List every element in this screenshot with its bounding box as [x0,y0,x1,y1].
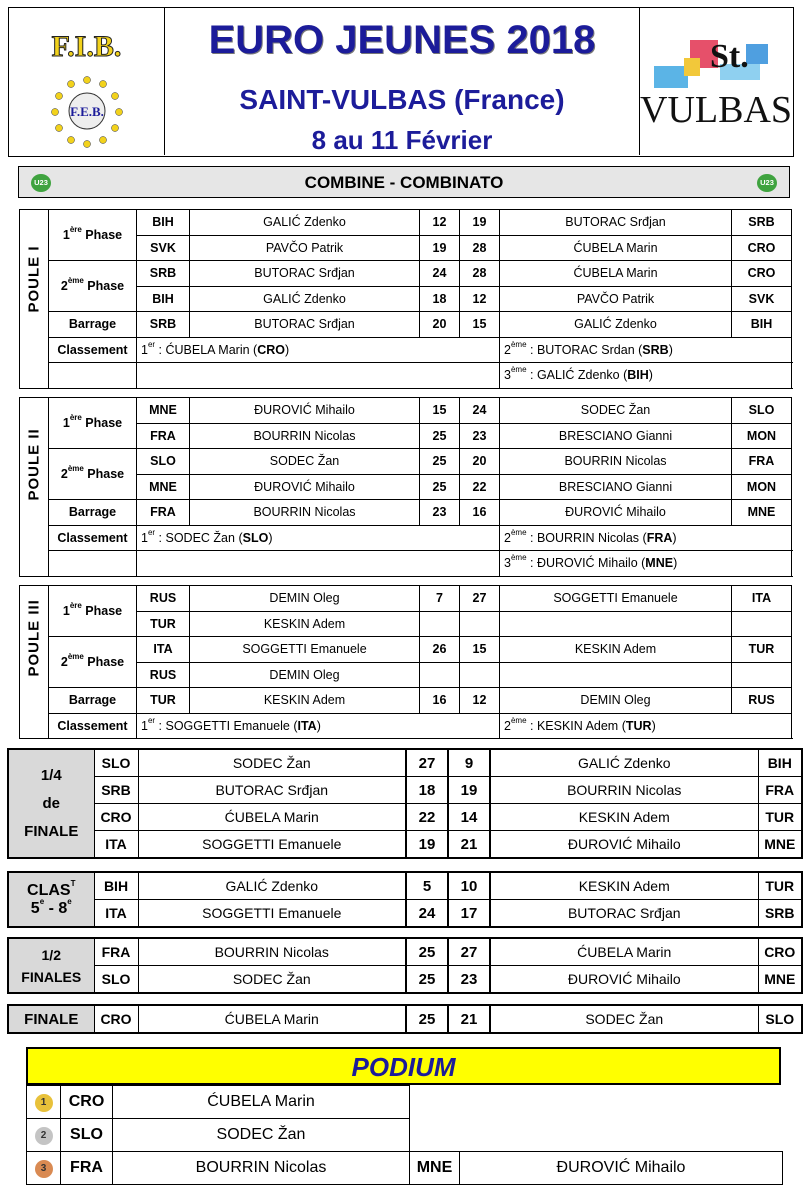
player-name: ĐUROVIĆ Mihailo [460,1152,783,1185]
player-name: ĆUBELA Marin [490,938,758,966]
player-name: PAVČO Patrik [190,235,420,261]
player-name: ĆUBELA Marin [138,804,406,831]
player-name: BUTORAC Srđjan [138,777,406,804]
country-code [732,611,792,637]
score: 22 [406,804,448,831]
score [460,662,500,688]
phase-label: Barrage [49,312,137,338]
country-code: FRA [137,500,190,526]
player-name: KESKIN Adem [190,611,420,637]
player-name: SOGGETTI Emanuele [138,831,406,859]
score: 25 [420,449,460,475]
empty-cell [49,363,137,389]
table-row [20,210,792,236]
player-name [500,662,732,688]
score: 19 [448,777,490,804]
country-code: SVK [137,235,190,261]
classement-label: Classement [49,525,137,551]
country-code: ITA [137,637,190,663]
country-code: BIH [137,286,190,312]
category-title: COMBINE - COMBINATO [304,173,504,192]
country-code [732,662,792,688]
player-name: DEMIN Oleg [500,688,732,714]
player-name: SODEC Žan [190,449,420,475]
table-row [20,586,792,612]
second-place: 2ème : KESKIN Adem (TUR) [500,713,792,739]
logo-vulbas-text: VULBAS [640,89,793,131]
score: 25 [406,938,448,966]
pool-label-cell [20,210,49,389]
table-row [8,1005,802,1033]
score: 9 [448,749,490,777]
country-code: RUS [137,662,190,688]
player-name: GALIĆ Zdenko [500,312,732,338]
score: 22 [460,474,500,500]
score [460,611,500,637]
ranking-row [20,551,792,577]
table-row [8,872,802,900]
player-name: ĆUBELA Marin [138,1005,406,1033]
player-name: BOURRIN Nicolas [190,423,420,449]
country-code: CRO [61,1086,113,1119]
country-code: TUR [137,688,190,714]
score: 25 [406,966,448,994]
player-name: BOURRIN Nicolas [190,500,420,526]
country-code: SRB [94,777,138,804]
country-code: BIH [137,210,190,236]
score: 25 [420,474,460,500]
ranking-row [20,337,792,363]
u23-badge-icon: U23 [31,174,51,192]
pool-label-cell [20,586,49,739]
table-row [8,938,802,966]
score: 19 [420,235,460,261]
bronze-medal-icon: 3 [27,1152,61,1185]
score: 12 [420,210,460,236]
score: 10 [448,872,490,900]
phase-label: 1ère Phase [49,398,137,449]
score: 14 [448,804,490,831]
score: 16 [420,688,460,714]
country-code: ITA [94,831,138,859]
country-code: BIH [94,872,138,900]
country-code: MON [732,474,792,500]
score [420,662,460,688]
player-name: SODEC Žan [490,1005,758,1033]
player-name: GALIĆ Zdenko [138,872,406,900]
country-code: SLO [732,398,792,424]
classement-label: Classement [49,337,137,363]
score: 19 [460,210,500,236]
table-row [20,688,792,714]
empty-cell [410,1086,783,1152]
first-place: 1er : SOGGETTI Emanuele (ITA) [137,713,500,739]
score: 20 [420,312,460,338]
table-row [8,749,802,777]
player-name: KESKIN Adem [190,688,420,714]
country-code: FRA [137,423,190,449]
pool-label: POULE III [25,598,43,676]
country-code: CRO [94,1005,138,1033]
score: 24 [420,261,460,287]
empty-cell [137,551,500,577]
score: 18 [420,286,460,312]
country-code: MNE [137,398,190,424]
country-code: CRO [732,261,792,287]
event-dates: 8 au 11 Février [311,125,493,155]
player-name: BOURRIN Nicolas [138,938,406,966]
score: 23 [460,423,500,449]
country-code: TUR [137,611,190,637]
score: 7 [420,586,460,612]
score: 18 [406,777,448,804]
fib-logo-text: F.I.B. [51,30,122,63]
player-name: BOURRIN Nicolas [113,1152,410,1185]
score: 23 [448,966,490,994]
score: 16 [460,500,500,526]
table-row [8,804,802,831]
table-row [8,831,802,859]
country-code: ITA [94,900,138,928]
gold-medal-icon: 1 [27,1086,61,1119]
placement-table [7,871,803,928]
phase-label: 2ème Phase [49,261,137,312]
page-subtitle: SAINT-VULBAS (France) [239,84,565,115]
third-place: 3ème : ĐUROVIĆ Mihailo (MNE) [500,551,792,577]
ranking-row [20,363,792,389]
score: 24 [460,398,500,424]
pool-label: POULE I [25,245,43,313]
page-title: EURO JEUNES 2018 [208,18,596,62]
phase-label: 1ère Phase [49,210,137,261]
country-code: MNE [732,500,792,526]
phase-label: Barrage [49,500,137,526]
third-place: 3ème : GALIĆ Zdenko (BIH) [500,363,792,389]
country-code: ITA [732,586,792,612]
pool-1-table [19,209,792,389]
category-bar [18,166,790,198]
table-row [20,449,792,475]
country-code: BIH [758,749,802,777]
table-row [20,261,792,287]
country-code: MNE [758,966,802,994]
country-code: FRA [758,777,802,804]
player-name: BUTORAC Srđjan [190,261,420,287]
first-place: 1er : ĆUBELA Marin (CRO) [137,337,500,363]
fib-feb-logo [9,8,165,155]
country-code: RUS [732,688,792,714]
country-code: MNE [758,831,802,859]
score: 24 [406,900,448,928]
table-row [20,637,792,663]
second-place: 2ème : BUTORAC Srdan (SRB) [500,337,792,363]
country-code: SLO [94,749,138,777]
score: 25 [420,423,460,449]
country-code: RUS [137,586,190,612]
country-code: FRA [94,938,138,966]
round-label: FINALE [8,1005,94,1033]
player-name: DEMIN Oleg [190,586,420,612]
country-code: CRO [758,938,802,966]
score: 15 [420,398,460,424]
phase-label: Barrage [49,688,137,714]
phase-label: 2ème Phase [49,637,137,688]
country-code: TUR [758,804,802,831]
table-row [20,398,792,424]
logo-st-text: St. [710,38,749,75]
player-name: SODEC Žan [113,1119,410,1152]
round-label: 1/2 FINALES [8,938,94,993]
player-name [500,611,732,637]
country-code: TUR [732,637,792,663]
score [420,611,460,637]
u23-badge-icon: U23 [757,174,777,192]
score: 23 [420,500,460,526]
player-name: GALIĆ Zdenko [490,749,758,777]
table-row [8,966,802,994]
player-name: ĐUROVIĆ Mihailo [490,831,758,859]
score: 21 [448,831,490,859]
country-code: SRB [137,261,190,287]
pool-3-table [19,585,792,739]
score: 12 [460,688,500,714]
country-code: SLO [137,449,190,475]
country-code: SLO [758,1005,802,1033]
score: 19 [406,831,448,859]
podium-row-bronze [27,1152,783,1185]
round-label: $CLAS^T$ 5e - 8e [8,872,94,927]
table-row [8,777,802,804]
player-name: ĆUBELA Marin [113,1086,410,1119]
player-name: ĐUROVIĆ Mihailo [490,966,758,994]
player-name: ĐUROVIĆ Mihailo [500,500,732,526]
score: 25 [406,1005,448,1033]
semi-final-table [7,937,803,994]
player-name: KESKIN Adem [500,637,732,663]
player-name: BOURRIN Nicolas [500,449,732,475]
country-code: SVK [732,286,792,312]
player-name: BRESCIANO Gianni [500,423,732,449]
player-name: KESKIN Adem [490,872,758,900]
country-code: SRB [732,210,792,236]
feb-logo-text: F.E.B. [70,104,104,119]
country-code: MON [732,423,792,449]
player-name: ĐUROVIĆ Mihailo [190,474,420,500]
country-code: SLO [61,1119,113,1152]
silver-medal-icon: 2 [27,1119,61,1152]
country-code: MNE [137,474,190,500]
country-code: CRO [732,235,792,261]
country-code: CRO [94,804,138,831]
phase-label: 1ère Phase [49,586,137,637]
country-code: SLO [94,966,138,994]
country-code: TUR [758,872,802,900]
country-code: SRB [758,900,802,928]
player-name: ĆUBELA Marin [500,261,732,287]
quarter-final-table [7,748,803,859]
round-label: 1/4 de FINALE [8,749,94,858]
score: 20 [460,449,500,475]
score: 27 [460,586,500,612]
second-place: 2ème : BOURRIN Nicolas (FRA) [500,525,792,551]
score: 17 [448,900,490,928]
podium-table [26,1085,783,1185]
player-name: SOGGETTI Emanuele [138,900,406,928]
score: 27 [406,749,448,777]
empty-cell [49,551,137,577]
score: 5 [406,872,448,900]
player-name: ĆUBELA Marin [500,235,732,261]
player-name: KESKIN Adem [490,804,758,831]
pool-label: POULE II [25,428,43,501]
score: 15 [460,637,500,663]
player-name: SODEC Žan [500,398,732,424]
final-table [7,1004,803,1034]
player-name: BUTORAC Srđjan [500,210,732,236]
empty-cell [137,363,500,389]
score: 15 [460,312,500,338]
player-name: GALIĆ Zdenko [190,210,420,236]
header [8,7,794,157]
player-name: BUTORAC Srđjan [190,312,420,338]
score: 21 [448,1005,490,1033]
score: 12 [460,286,500,312]
ranking-row [20,713,792,739]
classement-label: Classement [49,713,137,739]
player-name: SODEC Žan [138,966,406,994]
table-row [8,900,802,928]
score: 26 [420,637,460,663]
player-name: BUTORAC Srđjan [490,900,758,928]
table-row [20,312,792,338]
pool-label-cell [20,398,49,577]
score: 28 [460,261,500,287]
score: 27 [448,938,490,966]
first-place: 1er : SODEC Žan (SLO) [137,525,500,551]
score: 28 [460,235,500,261]
pool-2-table [19,397,792,577]
player-name: BOURRIN Nicolas [490,777,758,804]
country-code: BIH [732,312,792,338]
country-code: MNE [410,1152,460,1185]
podium-title: PODIUM [26,1047,781,1085]
ranking-row [20,525,792,551]
table-row [20,500,792,526]
player-name: PAVČO Patrik [500,286,732,312]
country-code: FRA [61,1152,113,1185]
country-code: FRA [732,449,792,475]
player-name: GALIĆ Zdenko [190,286,420,312]
podium-row-gold [27,1086,783,1119]
country-code: SRB [137,312,190,338]
player-name: DEMIN Oleg [190,662,420,688]
player-name: SOGGETTI Emanuele [500,586,732,612]
player-name: BRESCIANO Gianni [500,474,732,500]
st-vulbas-logo [639,8,792,155]
phase-label: 2ème Phase [49,449,137,500]
player-name: SODEC Žan [138,749,406,777]
player-name: ĐUROVIĆ Mihailo [190,398,420,424]
player-name: SOGGETTI Emanuele [190,637,420,663]
